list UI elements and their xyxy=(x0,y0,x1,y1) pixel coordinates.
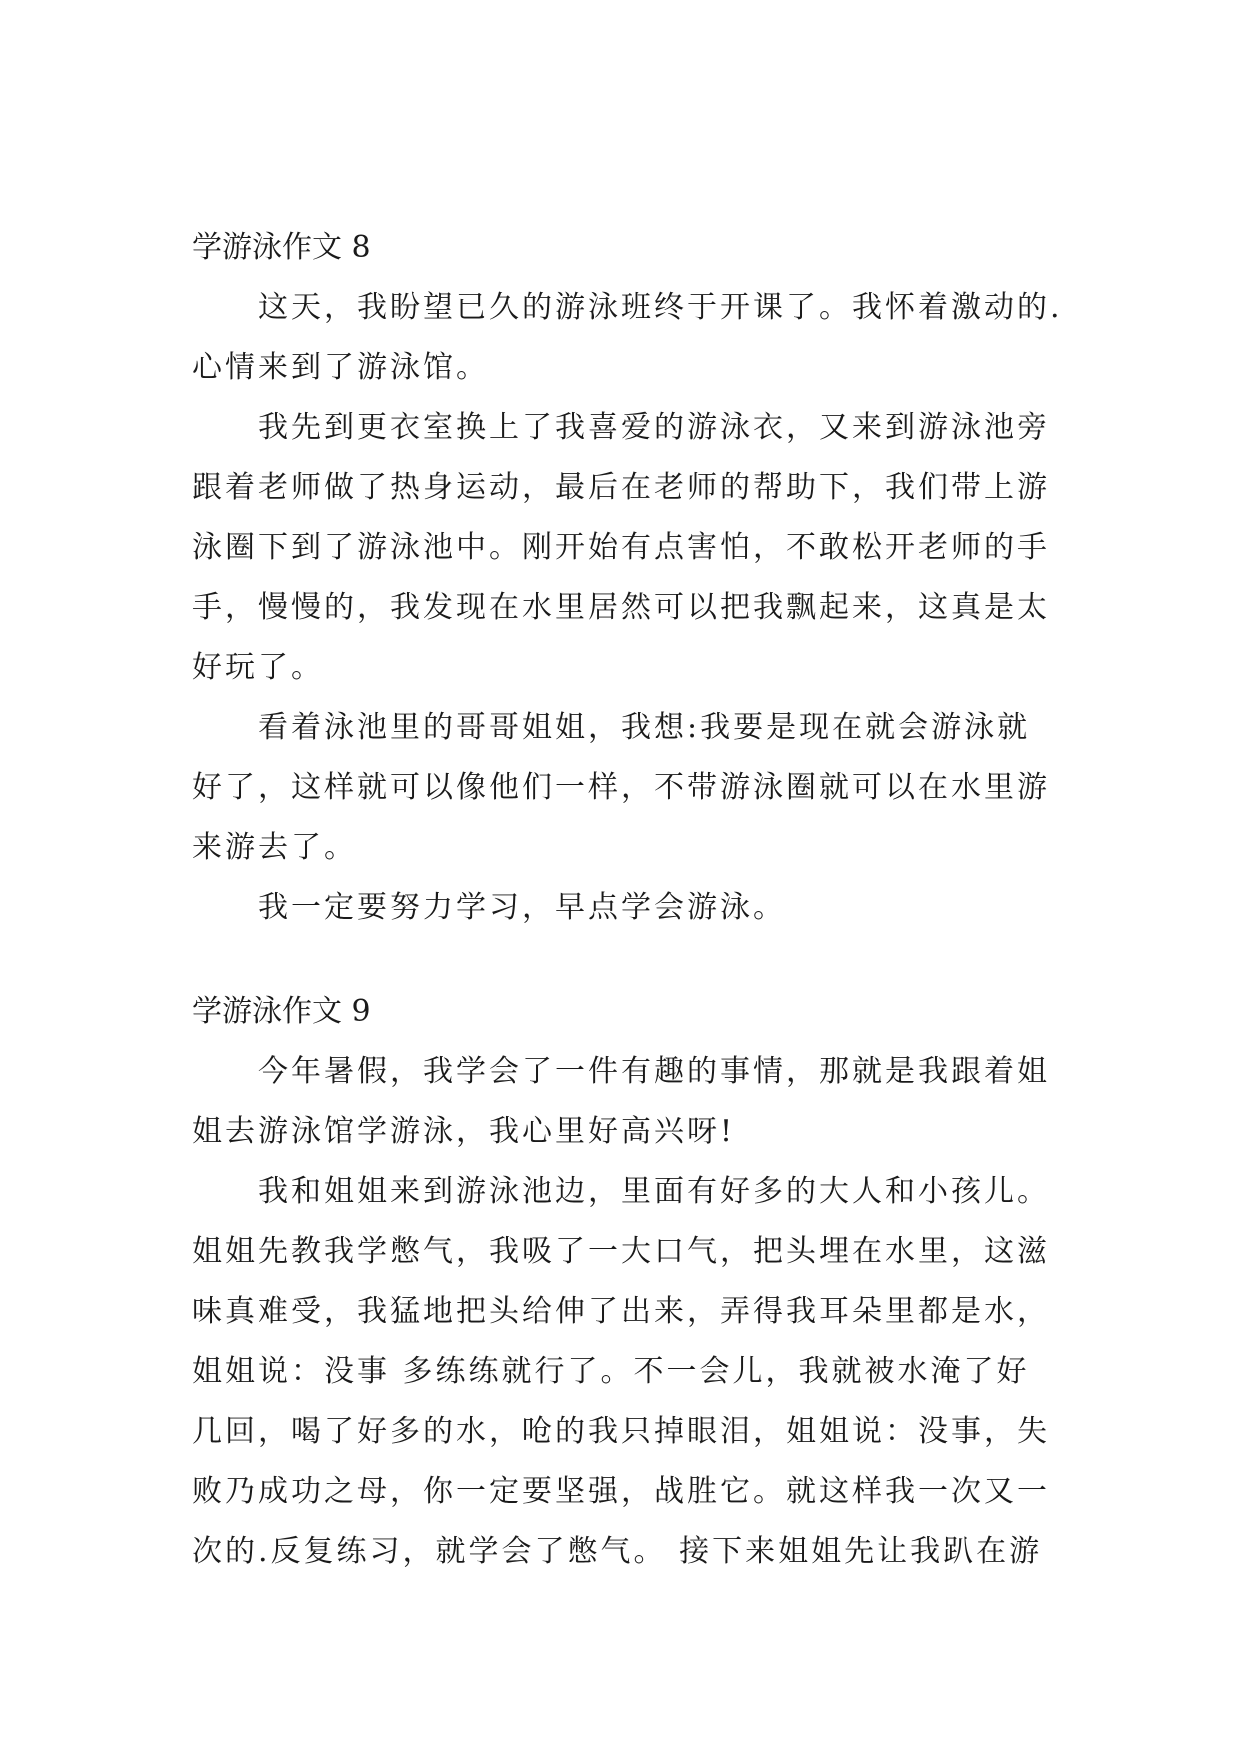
text-line: 姐去游泳馆学游泳，我心里好高兴呀! xyxy=(192,1114,736,1149)
text-line: 味真难受，我猛地把头给伸了出来，弄得我耳朵里都是水， xyxy=(192,1294,1050,1329)
text-line: 我一定要努力学习，早点学会游泳。 xyxy=(258,890,786,925)
text-line: 我和姐姐来到游泳池边，里面有好多的大人和小孩儿。 xyxy=(258,1174,1050,1209)
essay-section-9 xyxy=(192,982,1062,1582)
text-line: 来游去了。 xyxy=(192,830,357,865)
text-line: 几回，喝了好多的水，呛的我只掉眼泪，姐姐说：没事，失 xyxy=(192,1414,1050,1449)
essay-section-8 xyxy=(192,218,1062,938)
paragraph xyxy=(192,878,1062,938)
paragraph xyxy=(192,1162,1062,1582)
text-line: 这天，我盼望已久的游泳班终于开课了。我怀着激动的. xyxy=(258,290,1063,325)
text-line: 跟着老师做了热身运动，最后在老师的帮助下，我们带上游 xyxy=(192,470,1050,505)
text-line: 好了，这样就可以像他们一样，不带游泳圈就可以在水里游 xyxy=(192,770,1050,805)
text-line: 败乃成功之母，你一定要坚强，战胜它。就这样我一次又一 xyxy=(192,1474,1050,1509)
text-line: 我先到更衣室换上了我喜爱的游泳衣，又来到游泳池旁 xyxy=(258,410,1050,445)
paragraph xyxy=(192,698,1062,878)
paragraph xyxy=(192,398,1062,698)
essay-title: 学游泳作文 9 xyxy=(192,994,371,1029)
text-line: 看着泳池里的哥哥姐姐，我想:我要是现在就会游泳就 xyxy=(258,710,1031,745)
text-line: 心情来到了游泳馆。 xyxy=(192,350,489,385)
paragraph xyxy=(192,278,1062,398)
text-line: 手，慢慢的，我发现在水里居然可以把我飘起来，这真是太 xyxy=(192,590,1050,625)
text-line: 姐姐先教我学憋气，我吸了一大口气，把头埋在水里，这滋 xyxy=(192,1234,1050,1269)
text-line: 泳圈下到了游泳池中。刚开始有点害怕，不敢松开老师的手 xyxy=(192,530,1050,565)
text-line: 今年暑假，我学会了一件有趣的事情，那就是我跟着姐 xyxy=(258,1054,1050,1089)
text-line: 好玩了。 xyxy=(192,650,324,685)
essay-title: 学游泳作文 8 xyxy=(192,230,371,265)
text-line: 次的.反复练习，就学会了憋气。 接下来姐姐先让我趴在游 xyxy=(192,1534,1043,1569)
paragraph xyxy=(192,1042,1062,1162)
text-line: 姐姐说：没事 多练练就行了。不一会儿，我就被水淹了好 xyxy=(192,1354,1030,1389)
